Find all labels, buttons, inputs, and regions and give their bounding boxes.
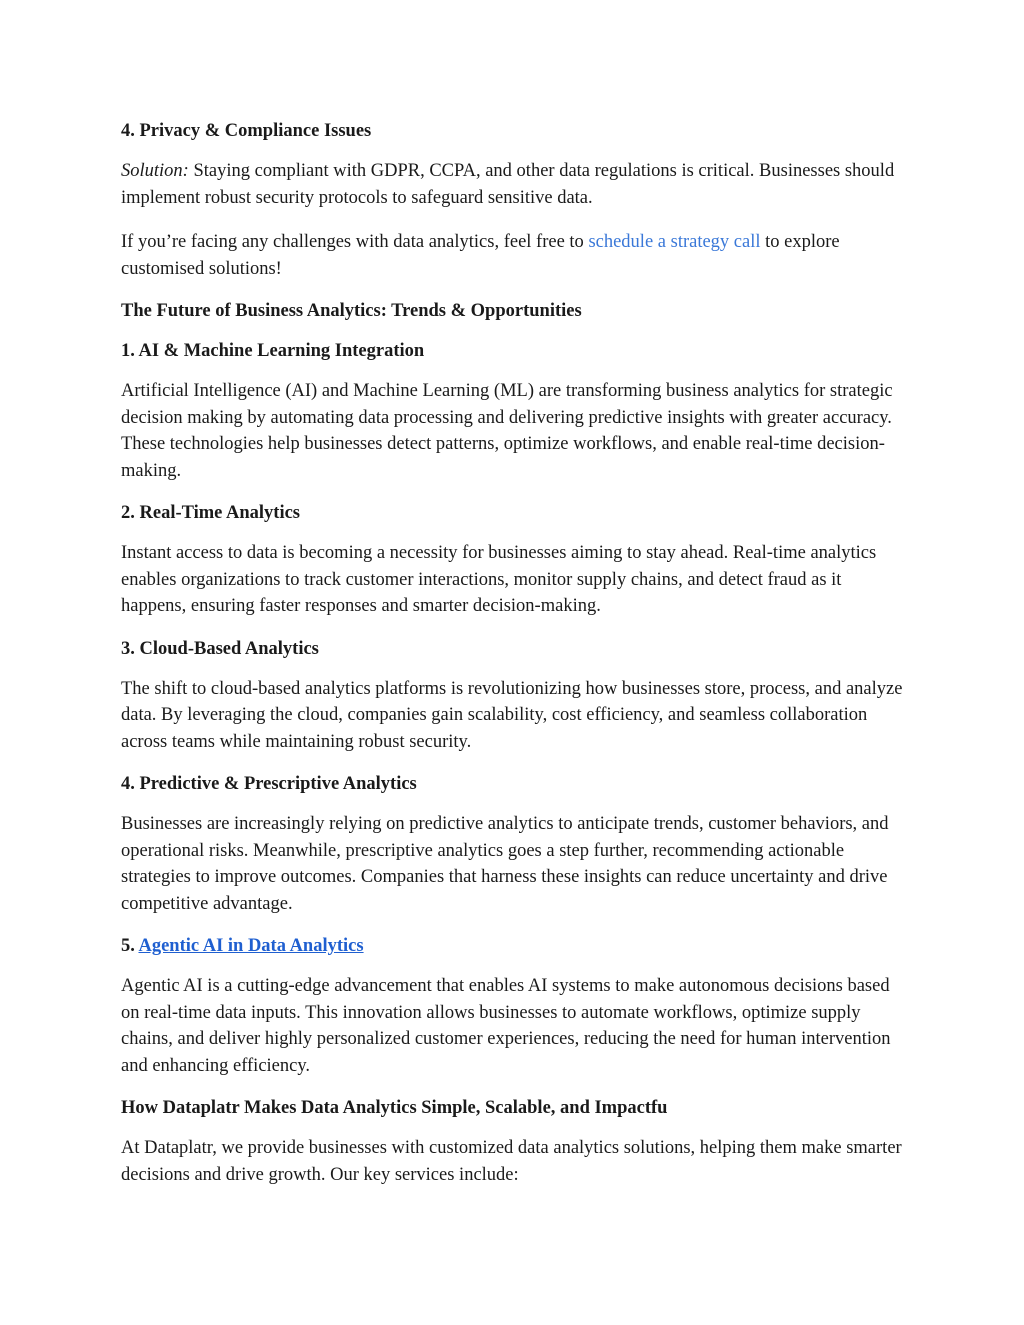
- cta-paragraph: [121, 229, 911, 282]
- privacy-heading: 4. Privacy & Compliance Issues: [121, 121, 372, 141]
- trend-heading-agentic-prefix: 5.: [121, 936, 139, 956]
- trend-body-predictive: Businesses are increasingly relying on predictive analytics to anticipate trends, customer behaviors, and operational risks. Meanwhile, prescriptive analytics goes a step further, recommending actionable strategies to improve outcomes. Companies that harness these insights can reduce uncertainty and drive competitive advantage.: [121, 814, 889, 914]
- trend-heading-predictive: 4. Predictive & Prescriptive Analytics: [121, 774, 417, 794]
- solution-label: Solution:: [121, 161, 189, 181]
- agentic-ai-link[interactable]: Agentic AI in Data Analytics: [138, 936, 364, 956]
- trend-heading-cloud: 3. Cloud-Based Analytics: [121, 638, 319, 659]
- schedule-strategy-call-link[interactable]: schedule a strategy call: [588, 232, 761, 252]
- trend-heading-agentic: [121, 933, 911, 959]
- dataplatr-body: At Dataplatr, we provide businesses with customized data analytics solutions, helping them make smarter decisions and drive growth. Our key services include:: [121, 1138, 902, 1185]
- trend-body-agentic: Agentic AI is a cutting-edge advancement that enables AI systems to make autonomous decisions based on real-time data inputs. This innovation allows businesses to automate workflows, optimize supply chains, and deliver highly personalized customer experiences, reducing the need for human intervention and enhancing efficiency.: [121, 976, 891, 1076]
- dataplatr-heading: How Dataplatr Makes Data Analytics Simple, Scalable, and Impactfu: [121, 1098, 668, 1118]
- trend-body-real-time: Instant access to data is becoming a necessity for businesses aiming to stay ahead. Real-time analytics enables organizations to track customer interactions, monitor supply chains, and detect fraud as it happens, ensuring faster responses and smarter decision-making.: [121, 543, 877, 616]
- cta-text-after: to explore customised solutions!: [121, 232, 840, 279]
- trend-heading-ai-ml: 1. AI & Machine Learning Integration: [121, 341, 425, 361]
- document-page: [121, 118, 911, 1188]
- solution-text: Staying compliant with GDPR, CCPA, and other data regulations is critical. Businesses should implement robust security protocols to safeguard sensitive data.: [121, 161, 895, 208]
- cta-text-before: If you’re facing any challenges with data analytics, feel free to: [121, 232, 589, 252]
- trend-body-cloud: The shift to cloud-based analytics platforms is revolutionizing how businesses store, process, and analyze data. By leveraging the cloud, companies gain scalability, cost efficiency, and seamless collaboration across teams while maintaining robust security.: [121, 678, 903, 752]
- future-section-heading: The Future of Business Analytics: Trends & Opportunities: [121, 301, 582, 321]
- trend-heading-real-time: 2. Real-Time Analytics: [121, 503, 300, 523]
- trend-body-ai-ml: Artificial Intelligence (AI) and Machine Learning (ML) are transforming business analytics for strategic decision making by automating data processing and delivering predictive insights with greater accuracy. These technologies help businesses detect patterns, optimize workflows, and enable real-time decision-making.: [121, 381, 893, 481]
- privacy-solution-paragraph: [121, 158, 911, 211]
